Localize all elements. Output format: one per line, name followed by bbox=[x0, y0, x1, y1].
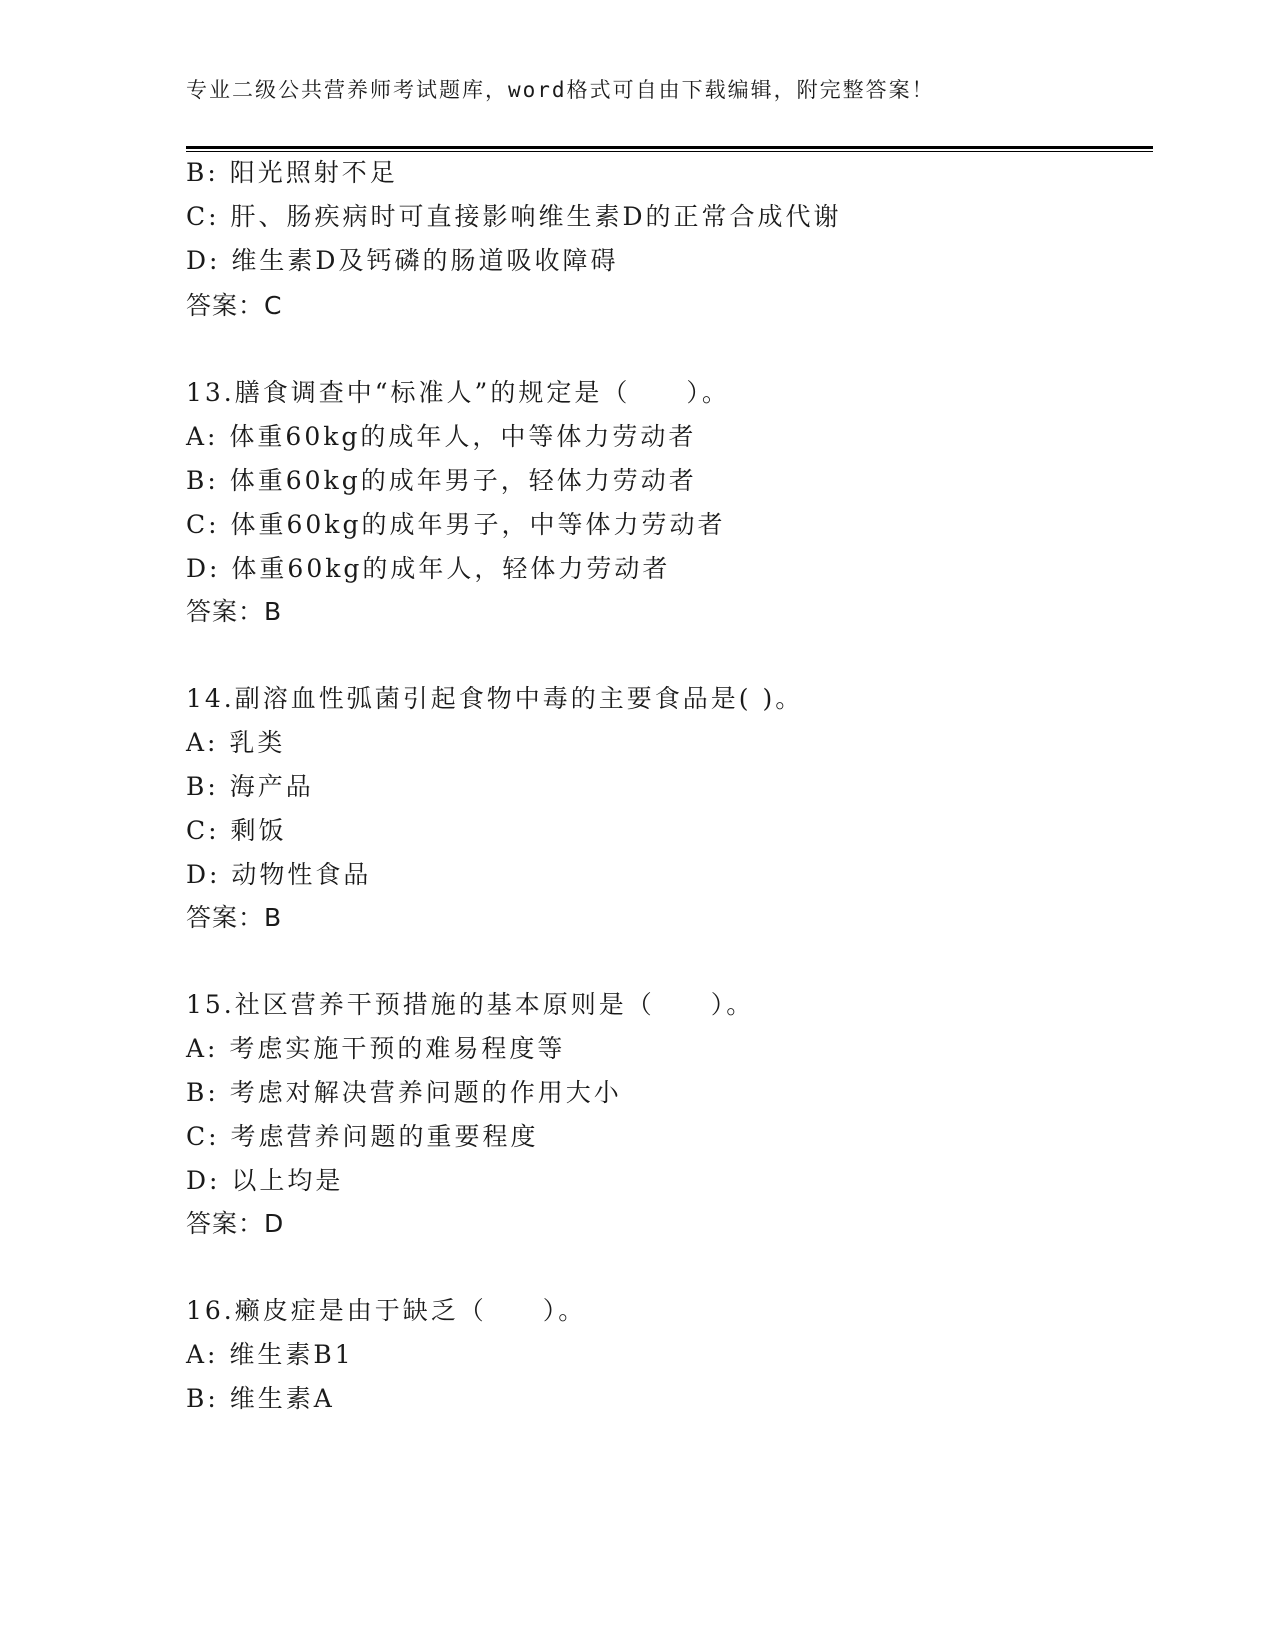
option-c: C: 肝、肠疾病时可直接影响维生素D的正常合成代谢 bbox=[186, 202, 842, 231]
option-d: D: 维生素D及钙磷的肠道吸收障碍 bbox=[186, 246, 619, 275]
option-d: D: 以上均是 bbox=[186, 1166, 344, 1195]
option-c: C: 剩饭 bbox=[186, 816, 287, 845]
answer-line: 答案：C bbox=[186, 291, 283, 320]
option-b: B: 阳光照射不足 bbox=[186, 158, 398, 187]
option-d: D: 动物性食品 bbox=[186, 860, 372, 889]
option-b: B: 维生素A bbox=[186, 1384, 335, 1413]
option-a: A: 体重60kg的成年人，中等体力劳动者 bbox=[186, 422, 697, 451]
option-a: A: 维生素B1 bbox=[186, 1340, 354, 1369]
header-rule-thin bbox=[186, 151, 1153, 152]
answer-line: 答案：D bbox=[186, 1209, 285, 1238]
option-b: B: 海产品 bbox=[186, 772, 314, 801]
option-a: A: 乳类 bbox=[186, 728, 286, 757]
question-stem: 13.膳食调查中“标准人”的规定是（ ）。 bbox=[186, 378, 730, 407]
answer-line: 答案：B bbox=[186, 903, 283, 932]
option-c: C: 考虑营养问题的重要程度 bbox=[186, 1122, 539, 1151]
question-stem: 14.副溶血性弧菌引起食物中毒的主要食品是( )。 bbox=[186, 684, 804, 713]
option-b: B: 体重60kg的成年男子，轻体力劳动者 bbox=[186, 466, 697, 495]
question-stem: 16.癞皮症是由于缺乏（ ）。 bbox=[186, 1296, 587, 1325]
question-stem: 15.社区营养干预措施的基本原则是（ ）。 bbox=[186, 990, 755, 1019]
option-c: C: 体重60kg的成年男子，中等体力劳动者 bbox=[186, 510, 726, 539]
option-a: A: 考虑实施干预的难易程度等 bbox=[186, 1034, 566, 1063]
answer-line: 答案：B bbox=[186, 597, 283, 626]
page-header: 专业二级公共营养师考试题库，word格式可自由下载编辑，附完整答案！ bbox=[186, 78, 935, 102]
option-b: B: 考虑对解决营养问题的作用大小 bbox=[186, 1078, 622, 1107]
header-rule-thick bbox=[186, 146, 1153, 149]
option-d: D: 体重60kg的成年人，轻体力劳动者 bbox=[186, 554, 671, 583]
